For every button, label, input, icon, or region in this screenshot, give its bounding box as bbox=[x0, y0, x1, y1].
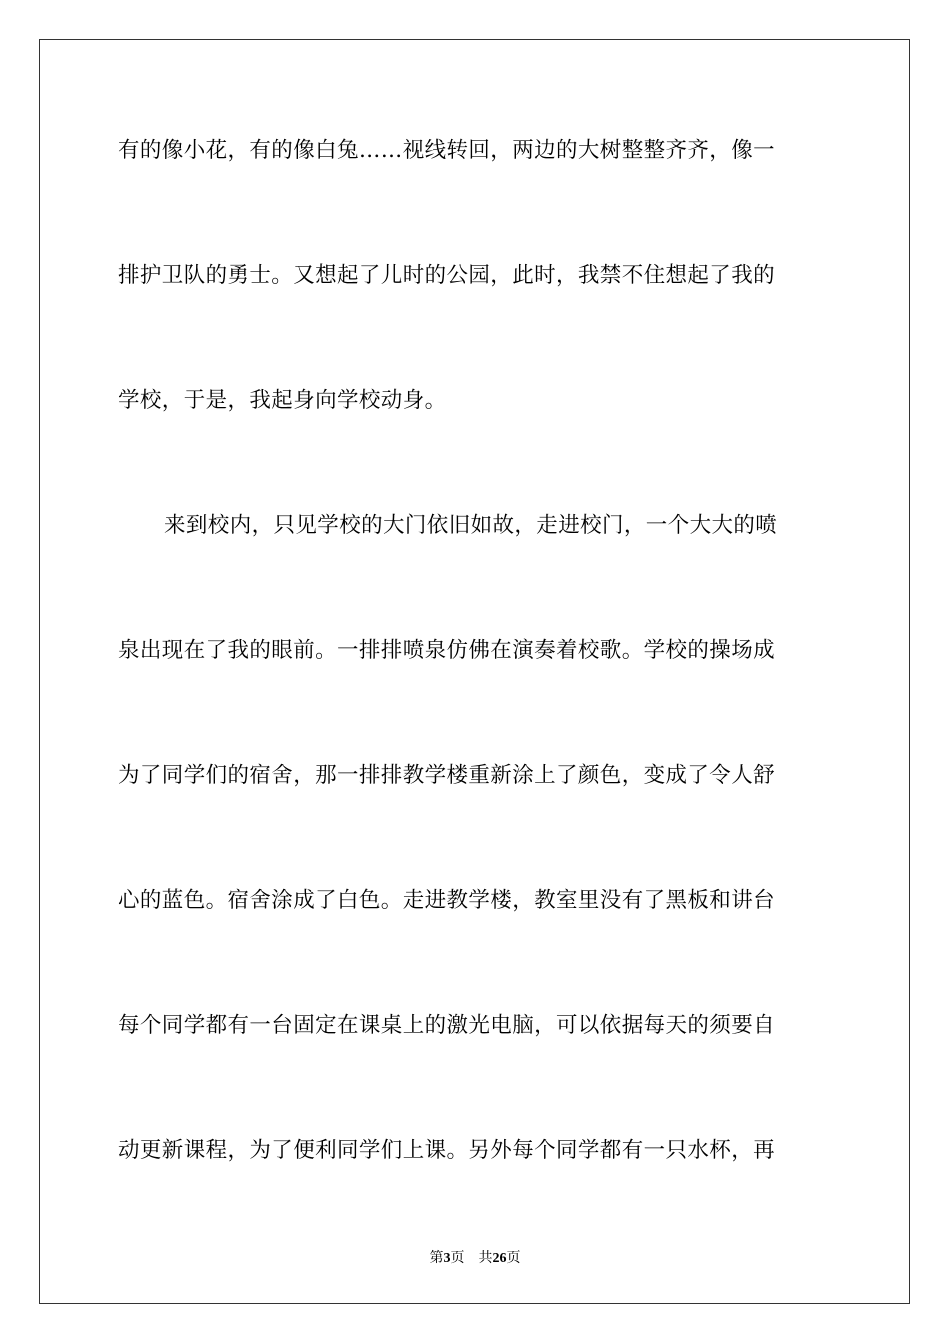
paragraph-line: 有的像小花，有的像白兔……视线转回，两边的大树整整齐齐，像一 bbox=[118, 138, 776, 163]
page-suffix: 页 bbox=[450, 1250, 465, 1266]
page-prefix: 第 bbox=[429, 1250, 444, 1266]
paragraph-line: 学校，于是，我起身向学校动身。 bbox=[118, 388, 447, 413]
total-prefix: 共 bbox=[478, 1250, 493, 1266]
page-number: 3 bbox=[443, 1251, 451, 1266]
page-border bbox=[39, 39, 910, 1304]
total-pages: 26 bbox=[492, 1251, 507, 1266]
paragraph-line: 每个同学都有一台固定在课桌上的激光电脑，可以依据每天的须要自 bbox=[118, 1013, 776, 1038]
paragraph-line: 为了同学们的宿舍，那一排排教学楼重新涂上了颜色，变成了令人舒 bbox=[118, 763, 776, 788]
total-suffix: 页 bbox=[506, 1250, 521, 1266]
paragraph-line: 泉出现在了我的眼前。一排排喷泉仿佛在演奏着校歌。学校的操场成 bbox=[118, 638, 776, 663]
page-footer bbox=[0, 1249, 950, 1268]
paragraph-first-line: 来到校内，只见学校的大门依旧如故，走进校门，一个大大的喷 bbox=[164, 513, 778, 538]
paragraph-line: 心的蓝色。宿舍涂成了白色。走进教学楼，教室里没有了黑板和讲台 bbox=[118, 888, 776, 913]
paragraph-line: 排护卫队的勇士。又想起了儿时的公园，此时，我禁不住想起了我的 bbox=[118, 263, 776, 288]
paragraph-line: 动更新课程，为了便利同学们上课。另外每个同学都有一只水杯，再 bbox=[118, 1138, 776, 1163]
